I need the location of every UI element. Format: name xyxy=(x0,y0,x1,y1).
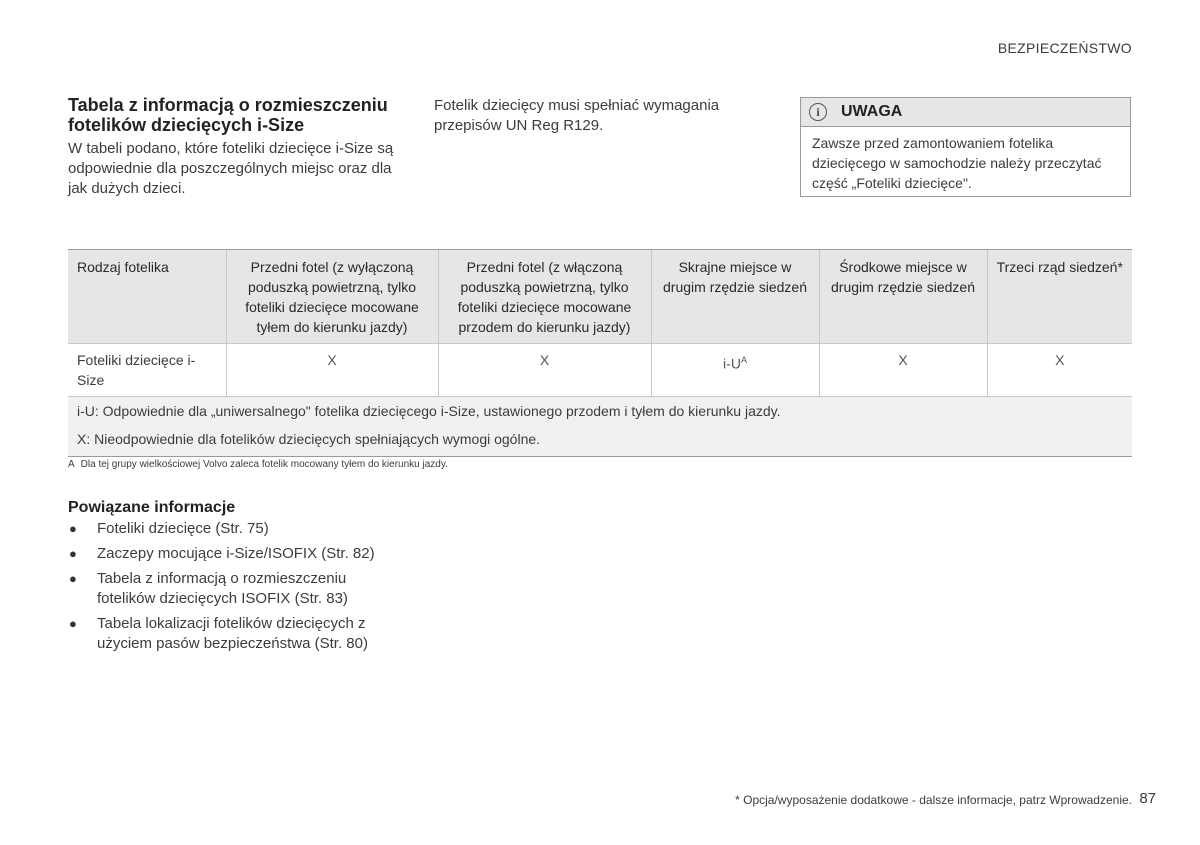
cell-middle-second-row: X xyxy=(819,344,987,397)
related-link-seatbelt-table[interactable]: ● Tabela lokalizacji fotelików dziecięcych z użyciem pasów bezpieczeństwa (Str. 80) xyxy=(69,615,368,652)
header-front-airbag-on: Przedni fotel (z włączoną poduszką powietrzną, tylko foteliki dziecięce mocowane przodem do kierunku jazdy) xyxy=(438,250,651,344)
warning-header xyxy=(801,98,1130,127)
cell-front-airbag-off: X xyxy=(226,344,438,397)
seat-table xyxy=(68,249,1132,457)
header-front-airbag-off: Przedni fotel (z wyłączoną poduszką powietrzną, tylko foteliki dziecięce mocowane tyłem do kierunku jazdy) xyxy=(226,250,438,344)
cell-third-row: X xyxy=(987,344,1132,397)
intro-column xyxy=(68,95,403,199)
table-header-row xyxy=(68,250,1132,344)
table-row xyxy=(68,344,1132,397)
header-middle-second-row: Środkowe miejsce w drugim rzędzie siedzeń xyxy=(819,250,987,344)
footnote-text: Dla tej grupy wielkościowej Volvo zaleca fotelik mocowany tyłem do kierunku jazdy. xyxy=(80,459,448,470)
section-title: Tabela z informacją o rozmieszczeniu fotelików dziecięcych i-Size xyxy=(68,95,388,135)
related-link-isofix-anchors[interactable]: ● Zaczepy mocujące i-Size/ISOFIX (Str. 82) xyxy=(69,545,375,562)
intro-text: W tabeli podano, które foteliki dziecięce i-Size są odpowiednie dla poszczególnych miejsc oraz dla jak dużych dzieci. xyxy=(68,140,394,197)
bullet-icon: ● xyxy=(69,616,77,631)
footnote-marker: A xyxy=(740,355,747,365)
legend-row xyxy=(68,397,1132,426)
header-seat-type: Rodzaj fotelika xyxy=(68,250,226,344)
bullet-icon: ● xyxy=(69,546,77,561)
info-icon: i xyxy=(809,103,827,121)
header-third-row: Trzeci rząd siedzeń* xyxy=(987,250,1132,344)
warning-box xyxy=(800,97,1131,197)
related-title: Powiązane informacje xyxy=(68,499,236,516)
related-info xyxy=(68,498,408,659)
warning-title: UWAGA xyxy=(841,103,903,120)
bullet-icon: ● xyxy=(69,571,77,586)
requirement-text: Fotelik dziecięcy musi spełniać wymagania przepisów UN Reg R129. xyxy=(434,97,720,134)
footnote-marker: A xyxy=(68,459,75,470)
legend-row xyxy=(68,425,1132,457)
table-footnote xyxy=(68,459,448,470)
warning-text: Zawsze przed zamontowaniem fotelika dziecięcego w samochodzie należy przeczytać część „Foteliki dziecięce". xyxy=(812,135,1102,191)
legend-iu: i-U: Odpowiednie dla „uniwersalnego" fotelika dziecięcego i-Size, ustawionego przodem i tyłem do kierunku jazdy. xyxy=(68,397,1132,426)
header-outer-second-row: Skrajne miejsce w drugim rzędzie siedzeń xyxy=(651,250,819,344)
cell-outer-second-row xyxy=(651,344,819,397)
related-link-isofix-table[interactable]: ● Tabela z informacją o rozmieszczeniu fotelików dziecięcych ISOFIX (Str. 83) xyxy=(69,570,348,607)
optional-equipment-note: * Opcja/wyposażenie dodatkowe - dalsze informacje, patrz Wprowadzenie. xyxy=(735,793,1132,807)
page-number: 87 xyxy=(1139,790,1156,807)
bullet-icon: ● xyxy=(69,521,77,536)
related-list xyxy=(68,519,408,654)
cell-value: i-U xyxy=(723,355,741,372)
legend-x: X: Nieodpowiednie dla fotelików dziecięcych spełniających wymogi ogólne. xyxy=(68,425,1132,457)
related-link-child-seats[interactable]: ● Foteliki dziecięce (Str. 75) xyxy=(69,520,269,537)
section-header: BEZPIECZEŃSTWO xyxy=(997,40,1132,56)
cell-front-airbag-on: X xyxy=(438,344,651,397)
row-label: Foteliki dziecięce i-Size xyxy=(68,344,226,397)
